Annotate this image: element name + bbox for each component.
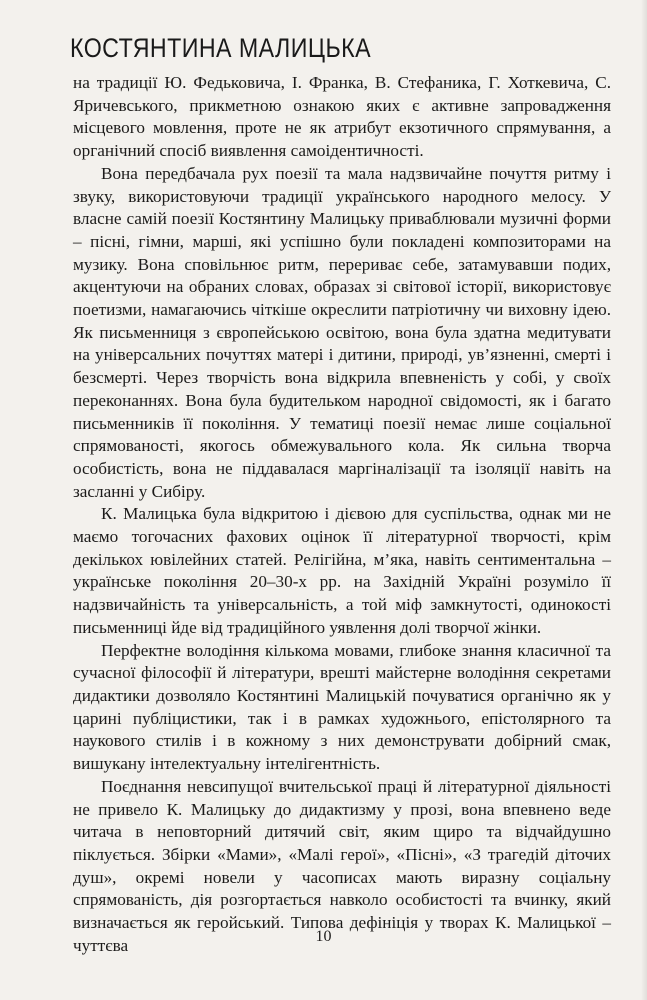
running-header: КОСТЯНТИНА МАЛИЦЬКА [70, 33, 371, 63]
paragraph: К. Малицька була відкритою і дієвою для суспільства, однак ми не маємо тогочасних фахових оцінок її літературної творчості, крім декількох ювілейних статей. Релігійна, м’яка, навіть сентиментальна – українське покоління 20–30-х рр. на Західній Україні розуміло її надзвичайність та універсальність, а той міф замкнутості, одинокості письменниці йде від традиційного уявлення долі творчої жінки. [73, 504, 611, 637]
paragraph: Поєднання невсипущої вчительської праці й літературної діяльності не привело К. Малицьку до дидактизму у прозі, вона впевнено веде читача в неповторний дитячий світ, яким щиро та відчайдушно піклується. Збірки «Мами», «Малі герої», «Пісні», «З трагедій діточих душ», окремі новели у часописах мають виразну соціальну спрямованість, дія розгортається навколо особистості та вчинку, який визначається як геройський. Типова дефініція у творах К. Малицької – чуттєва [73, 776, 611, 955]
paragraph-continuation: на традиції Ю. Федьковича, І. Франка, В. Стефаника, Г. Хоткевича, С. Яричевського, прикметною ознакою яких є активне запровадження місцевого мовлення, проте не як атрибут екзотичного спрямування, а органічний спосіб виявлення самоідентичності. [73, 73, 611, 161]
paragraph: Перфектне володіння кількома мовами, глибоке знання класичної та сучасної філософії й літератури, врешті майстерне володіння секретами дидактики дозволяло Костянтині Малицькій почуватися органічно як у царині публіцистики, так і в рамках художнього, епістолярного та наукового стилів і в кожному з них демонструвати добірний смак, вишукану інтелектуальну інтелігентність. [73, 640, 611, 774]
page-number: 10 [315, 928, 332, 945]
paragraph: Вона передбачала рух поезії та мала надзвичайне почуття ритму і звуку, використовуючи традиції українського народного мелосу. У власне самій поезії Костянтину Малицьку приваблювали музичні форми – пісні, гімни, марші, які успішно були покладені композиторами на музику. Вона сповільнює ритм, перериває себе, затамувавши подих, акцентуючи на обраних словах, образах зі світової історії, використовує поетизми, намагаючись чіткіше окреслити патріотичну чи виховну ідею. Як письменниця з європейською освітою, вона була здатна медитувати на універсальних почуттях матері і дитини, природі, ув’язненні, смерті і безсмерті. Через творчість вона відкрила впевненість у собі, у своїх переконаннях. Вона була будительком народної свідомості, як і багато письменників її покоління. У тематиці поезії немає лише соціальної спрямованості, якогось обмежувального кола. Як сильна творча особистість, вона не піддавалася маргіналізації та ізоляції навіть на засланні у Сибіру. [73, 163, 611, 501]
page-edge-shadow [641, 0, 647, 1000]
body-text [73, 72, 611, 957]
